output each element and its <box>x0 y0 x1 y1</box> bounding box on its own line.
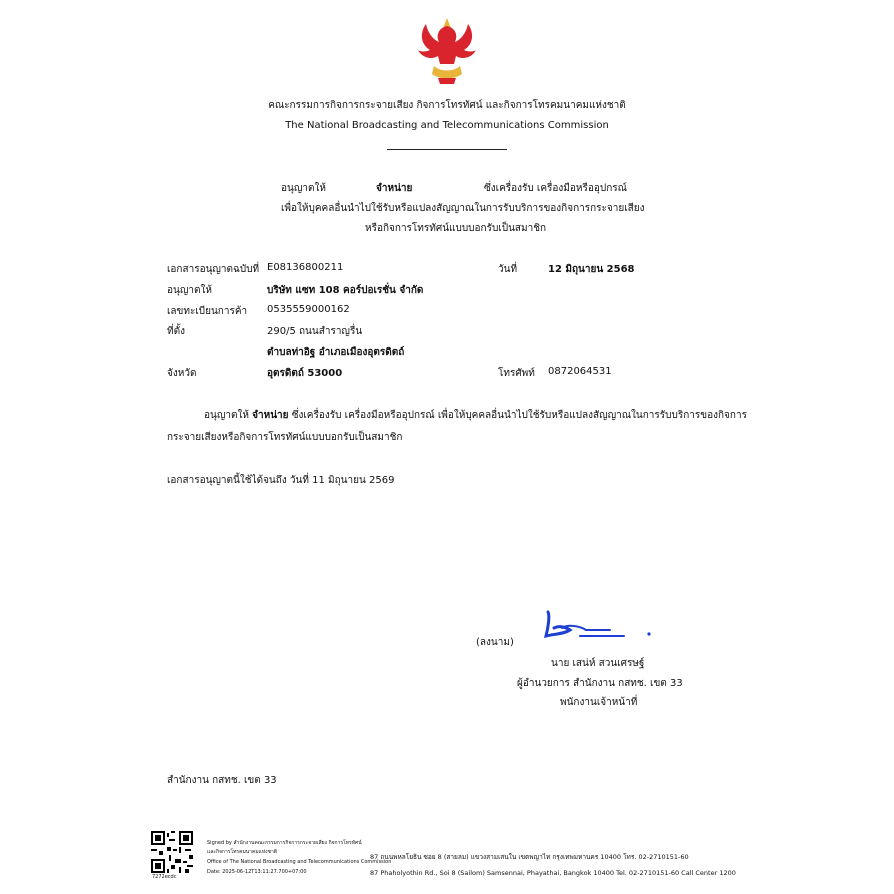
qr-code <box>151 831 193 873</box>
licensee-name: บริษัท แซท 108 คอร์ปอเรชั่น จำกัด <box>267 285 424 296</box>
body-para-bold: จำหน่าย <box>252 410 289 421</box>
permit-type: จำหน่าย <box>376 183 413 194</box>
signature-image <box>540 604 660 644</box>
office-name: สำนักงาน กสทช. เขต 33 <box>167 775 277 786</box>
org-title-en: The National Broadcasting and Telecommunications Commission <box>285 120 609 131</box>
address-line1: 290/5 ถนนสำราญรื่น <box>267 326 363 337</box>
permit-line2: เพื่อให้บุคคลอื่นนำไปใช้รับหรือแปลงสัญญาณในการรับบริการของกิจการกระจายเสียง <box>281 203 645 214</box>
licensee-label: อนุญาตให้ <box>167 285 212 296</box>
phone-label: โทรศัพท์ <box>498 368 535 379</box>
signer-position: ผู้อำนวยการ สำนักงาน กสทช. เขต 33 <box>517 678 683 689</box>
body-para-prefix: อนุญาตให้ <box>204 410 249 421</box>
sign-label: (ลงนาม) <box>476 637 514 648</box>
permit-line3: หรือกิจการโทรทัศน์แบบบอกรับเป็นสมาชิก <box>365 223 547 234</box>
validity-text: เอกสารอนุญาตนี้ใช้ได้จนถึง วันที่ 11 มิถุนายน 2569 <box>167 475 395 486</box>
qr-code-text: 7272ecdc <box>152 874 177 880</box>
signed-by-line2: และกิจการโทรคมนาคมแห่งชาติ <box>207 849 278 855</box>
permit-line1-rest: ซึ่งเครื่องรับ เครื่องมือหรืออุปกรณ์ <box>484 183 627 194</box>
signer-name: นาย เสน่ห์ สวนเศรษฐ์ <box>551 658 645 669</box>
doc-no: E08136800211 <box>267 262 344 273</box>
body-para-rest: ซึ่งเครื่องรับ เครื่องมือหรืออุปกรณ์ เพื่อให้บุคคลอื่นนำไปใช้รับหรือแปลงสัญญาณในการรับบริการของกิจการ <box>291 410 747 421</box>
footer-address-en: 87 Phaholyothin Rd., Soi 8 (Sailom) Samsennai, Phayathai, Bangkok 10400 Tel. 02-2710151-60 Call Center 1200 <box>370 869 736 877</box>
reg-no: 0535559000162 <box>267 304 350 315</box>
signed-by-line3: Office of The National Broadcasting and Telecommunications Commission <box>207 859 392 865</box>
date-label: วันที่ <box>498 264 518 275</box>
address-line2: ตำบลท่าอิฐ อำเภอเมืองอุตรดิตถ์ <box>267 347 405 358</box>
province-label: จังหวัด <box>167 368 197 379</box>
signed-date: Date: 2025-06-12T13:11:27.700+07:00 <box>207 869 307 875</box>
reg-label: เลขทะเบียนการค้า <box>167 306 248 317</box>
doc-no-label: เอกสารอนุญาตฉบับที่ <box>167 264 260 275</box>
phone-number: 0872064531 <box>548 366 612 377</box>
footer-address-th: 87 ถนนพหลโยธิน ซอย 8 (สายลม) แขวงสามเสนใน เขตพญาไท กรุงเทพมหานคร 10400 โทร. 02-2710151-60 <box>370 853 689 861</box>
address-label: ที่ตั้ง <box>167 326 185 337</box>
permit-label: อนุญาตให้ <box>281 183 326 194</box>
header-divider <box>387 149 507 150</box>
body-para-line2: กระจายเสียงหรือกิจการโทรทัศน์แบบบอกรับเป็นสมาชิก <box>167 432 403 443</box>
province: อุตรดิตถ์ 53000 <box>267 368 343 379</box>
issue-date: 12 มิถุนายน 2568 <box>548 264 635 275</box>
body-para-line1 <box>204 408 747 423</box>
org-title-th: คณะกรรมการกิจการกระจายเสียง กิจการโทรทัศน์ และกิจการโทรคมนาคมแห่งชาติ <box>268 100 626 111</box>
garuda-emblem <box>414 12 480 88</box>
signer-role: พนักงานเจ้าหน้าที่ <box>560 697 638 708</box>
signed-by-line1: Signed by สำนักงานคณะกรรมการกิจการกระจายเสียง กิจการโทรทัศน์ <box>207 840 362 846</box>
